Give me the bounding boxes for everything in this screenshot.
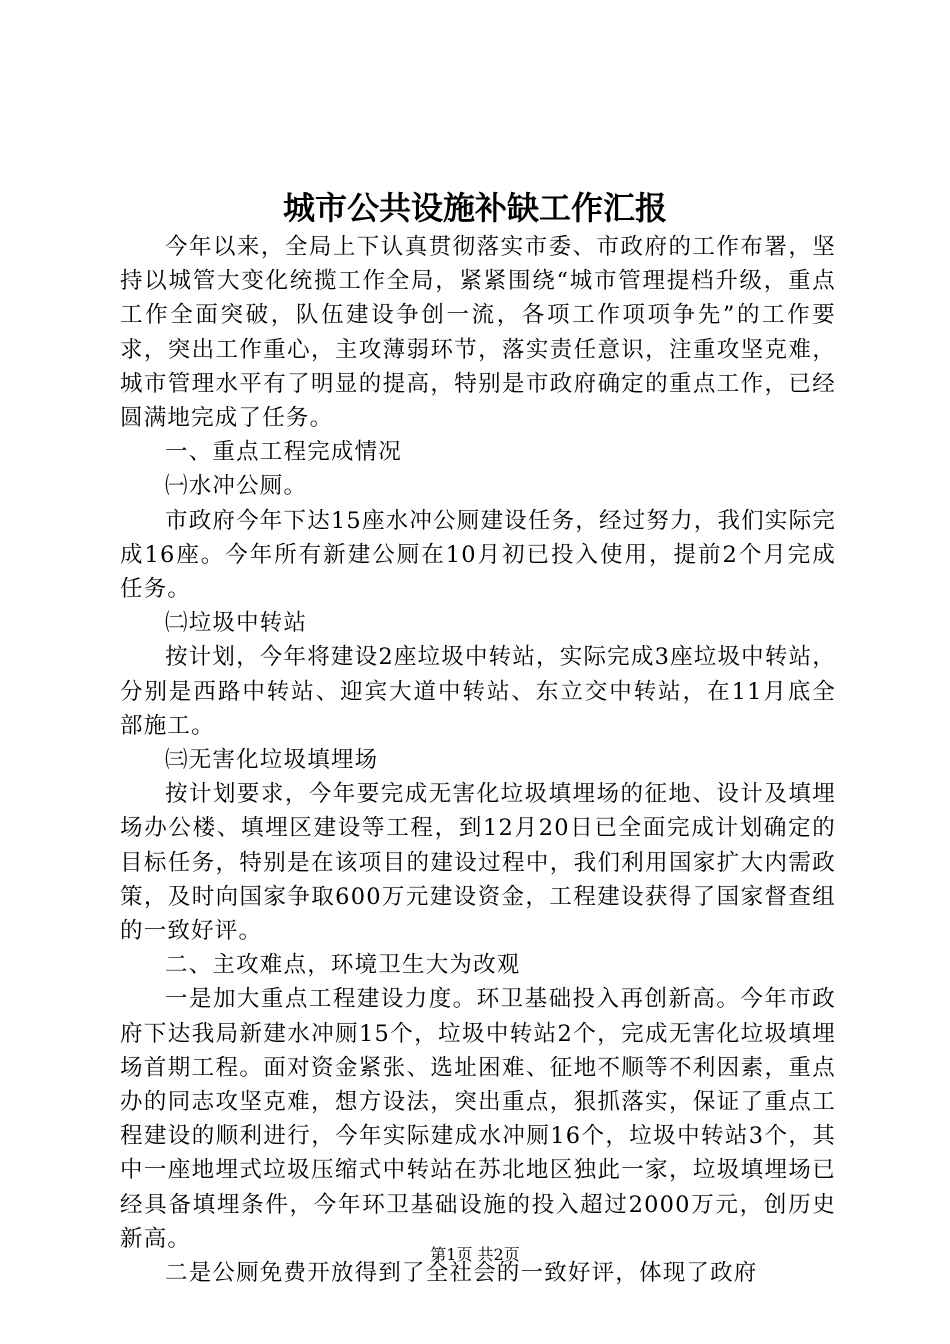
heading-section-2: 二、主攻难点，环境卫生大为改观	[165, 952, 521, 979]
heading-section-1: 一、重点工程完成情况	[165, 439, 403, 466]
paragraph-free-toilets: 二是公厕免费开放得到了全社会的一致好评，体现了政府	[165, 1260, 758, 1287]
document-title: 城市公共设施补缺工作汇报	[282, 189, 667, 227]
paragraph-key-projects: 一是加大重点工程建设力度。环卫基础投入再创新高。今年市政府下达我局新建水冲厕15个，垃圾中转站2个，完成无害化垃圾填埋场首期工程。面对资金紧张、选址困难、征地不顺等不利因素，重点办的同志攻坚克难，想方设法，突出重点，狠抓落实，保证了重点工程建设的顺利进行，今年实际建成水冲厕16个，垃圾中转站3个，其中一座地埋式垃圾压缩式中转站在苏北地区独此一家，垃圾填埋场已经具备填埋条件，今年环卫基础设施的投入超过2000万元，创历史新高。	[120, 986, 836, 1252]
paragraph-transfer-stations: 按计划，今年将建设2座垃圾中转站，实际完成3座垃圾中转站，分别是西路中转站、迎宾大道中转站、东立交中转站，在11月底全部施工。	[120, 644, 836, 739]
paragraph-landfill: 按计划要求，今年要完成无害化垃圾填埋场的征地、设计及填埋场办公楼、填埋区建设等工程，到12月20日已全面完成计划确定的目标任务，特别是在该项目的建设过程中，我们利用国家扩大内需政策，及时向国家争取600万元建设资金，工程建设获得了国家督查组的一致好评。	[120, 781, 836, 945]
paragraph-intro: 今年以来，全局上下认真贯彻落实市委、市政府的工作布署，坚持以城管大变化统揽工作全局，紧紧围绕“城市管理提档升级，重点工作全面突破，队伍建设争创一流，各项工作项项争先”的工作要求，突出工作重心，主攻薄弱环节，落实责任意识，注重攻坚克难，城市管理水平有了明显的提高，特别是市政府确定的重点工作，已经圆满地完成了任务。	[120, 234, 836, 432]
paragraph-toilets: 市政府今年下达15座水冲公厕建设任务，经过努力，我们实际完成16座。今年所有新建公厕在10月初已投入使用，提前2个月完成任务。	[120, 507, 836, 603]
subheading-landfill: ㈢无害化垃圾填埋场	[165, 747, 379, 774]
page-footer: 第1页 共2页	[430, 1245, 520, 1264]
document-body	[120, 230, 836, 1290]
subheading-toilets: ㈠水冲公厕。	[165, 473, 308, 500]
subheading-transfer-stations: ㈡垃圾中转站	[165, 610, 308, 637]
